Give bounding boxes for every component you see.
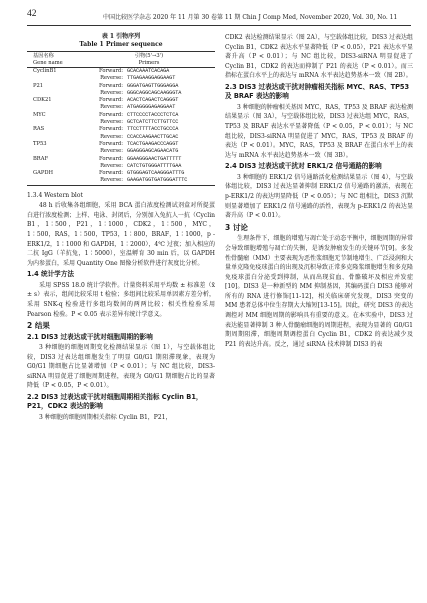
- section-2-4: 2.4 DIS3 过表达或干扰对 ERK1/2 信号通路的影响: [225, 162, 382, 171]
- primer-direction-cell: Reverse:: [83, 177, 127, 185]
- table-row: [27, 156, 215, 163]
- section-2-3: 2.3 DIS3 过表达或干扰对肿瘤相关指标 MYC、RAS、TP53 及 BRAF 表达的影响: [225, 82, 410, 101]
- primer-sequence-cell: GTGGGAGTCAAGGGATTTG: [127, 170, 185, 177]
- table-row: [27, 170, 215, 177]
- primer-sequence-cell: TTGAGAAGGAGGAAGT: [127, 75, 176, 82]
- primer-sequence-cell: ATGAGGGGAGAGGAAT: [127, 104, 176, 111]
- gene-name-cell: BRAF: [33, 155, 49, 162]
- table-row: [27, 90, 215, 97]
- primer-direction-cell: Reverse:: [100, 75, 123, 82]
- gene-name-cell: GAPDH: [33, 170, 54, 177]
- page-number: 42: [27, 9, 37, 19]
- primer-table: [27, 51, 215, 186]
- primer-sequence-cell: GGGCAGGCAGCAAGGGTA: [127, 89, 182, 96]
- primer-direction-cell: Reverse:: [100, 162, 123, 169]
- table-caption-en: Table 1 Primer sequence: [79, 41, 163, 48]
- section-2-1: 2.1 DIS3 过表达或干扰对细胞周期的影响: [27, 332, 153, 341]
- gene-name-cell: P21: [33, 82, 44, 89]
- paragraph-2-2: 3 种细胞的细胞周期相关指标 Cyclin B1，P21，: [39, 413, 172, 421]
- journal-citation: 中国比较医学杂志 2020 年 11 月第 30 卷第 11 期 Chin J Comp Med, November 2020, Vol. 30, No. 11: [103, 14, 398, 21]
- primer-direction-cell: Forward:: [99, 140, 123, 147]
- primer-direction-cell: Forward:: [99, 68, 123, 74]
- primer-direction-cell: Reverse:: [100, 119, 123, 126]
- left-column: [27, 33, 215, 422]
- primer-direction-cell: Forward:: [99, 97, 123, 104]
- paragraph-2-4: 3 种细胞的 ERK1/2 信号通路活化检测结果显示（图 4），与空载体组比较，DIS3 过表达显著抑制 ERK1/2 信号通路的激活，表现在 p-ERK1/2 的表达明显降低（P < 0.05）；与 NC 组相比，DIS3 沉默则显著增加了 ERK1/2 信号通路的活性，表现为 p-ERK1/2 的表达显著升高（P < 0.01）。: [225, 173, 413, 220]
- paragraph-western-blot: 48 h 后收集各组细胞，采用 BCA 蛋白浓度检测试剂盒对所提蛋白进行浓度检测；上样、电泳、封闭后，分别加入兔抗人一抗（Cyclin B1，1∶500，P21，1∶1000，CDK2，1∶500，MYC，1∶500，RAS，1∶500，TP53，1∶800，BRAF，1∶1000，p - ERK1/2，1∶1000 和 GAPDH，1∶2000），4℃ 过夜；加入相应的二抗 IgG（羊抗兔，1∶5000），室温孵育 30 min 后，以 GAPDH 为内参蛋白，采用 Quantity One 图像分析软件进行灰度比分析。: [27, 202, 215, 267]
- gene-name-cell: [27, 75, 83, 82]
- table-row: [27, 83, 215, 90]
- primer-sequence-cell: CTTCCCCTACCCTCTCA: [127, 111, 179, 118]
- gene-name-cell: CyclinB1: [33, 68, 57, 74]
- section-statistics: 1.4 统计学方法: [27, 270, 74, 279]
- table-row: [27, 141, 215, 148]
- table-row: [27, 163, 215, 170]
- table-row: [27, 112, 215, 119]
- table-row: [27, 148, 215, 155]
- gene-name-cell: [27, 104, 83, 111]
- col-gene-header: 基因名称 Gene name: [27, 52, 83, 68]
- primer-sequence-cell: TCACTGAAGACCCAGGT: [127, 140, 179, 147]
- primer-direction-cell: Forward:: [99, 111, 123, 118]
- header-rule: [27, 25, 411, 26]
- primer-direction-cell: Forward:: [99, 170, 123, 177]
- primer-sequence-cell: ACACTCAGACTCAGGGT: [127, 97, 179, 104]
- paragraph-statistics: 采用 SPSS 18.0 统计学软件。计量资料采用平均数 ± 标准差（x̄ ± s）表示，组间比较采用 t 检验；多组间比较采用单因素方差分析，采用 SNK-q 检验进行多组均数间的两两比较；相关性检验采用 Pearson 检验。P < 0.05 表示差异有统计学意义。: [27, 281, 215, 318]
- gene-name-cell: [27, 134, 83, 141]
- table-row: [27, 177, 215, 185]
- gene-name-cell: [27, 90, 83, 97]
- primer-sequence-cell: CATCTGTGGGATTTTGAA: [127, 162, 182, 169]
- gene-name-cell: [27, 119, 83, 126]
- gene-name-cell: [27, 163, 83, 170]
- table-row: [27, 75, 215, 82]
- table-row: [27, 97, 215, 104]
- section-results: 2 结果: [27, 321, 50, 331]
- paragraph-2-2-cont: CDK2 表达检测结果显示（图 2A），与空载体组比较，DIS3 过表达组 Cyclin B1，CDK2 表达水平显著降低（P < 0.05），P21 表达水平显著升高（P < 0.01）；与 NC 组比较，DIS3-siRNA 明显促进了 Cyclin B1，CDK2 的表达而抑制了 P21 的表达（P < 0.01）。而三指标在蛋白水平上的表达与 mRNA 水平表达趋势基本一致（图 2B）。: [225, 34, 413, 80]
- section-discussion: 3 讨论: [225, 222, 248, 232]
- primer-sequence-cell: TTCCTTTTACCTGCCCA: [127, 126, 179, 133]
- gene-name-cell: [27, 177, 83, 185]
- table-row: [27, 126, 215, 133]
- paragraph-discussion: 生理条件下，细胞的增殖与凋亡处于动态平衡中，细胞周期的异常会导致细胞增殖与凋亡的失衡，是诱发肿瘤发生的关键环节[9]。多发性骨髓瘤（MM）主要表现为恶性浆细胞无节制地增生、广泛浸润和大量单克隆免疫球蛋白的出现及沉积导致正常多克隆浆细胞增生和多克隆免疫球蛋白分泌受到抑制，从而出现贫血、骨骼破坏及相应并发症[10]。DIS3 是一种新型的 MM 抑制基因，其编码蛋白 DIS3 能够对所有的 RNA 进行修饰[11-12]，相关临床研究发现，DIS3 突变的 MM 患者总体中位生存期大大缩短[13-15]。因此，研究 DIS3 的表达调控对 MM 细胞周期的影响具有重要的意义。在本实验中，DIS3 过表达能显著抑制 3 种人骨髓瘤细胞的周期进程，表现为显著的 G0/G1 期周期阻滞，细胞周期调控蛋白 Cyclin B1，CDK2 的表达减少及 P21 的表达升高。反之，通过 siRNA 技术抑制 DIS3 的表: [225, 235, 413, 348]
- running-header: [27, 9, 411, 23]
- primer-direction-cell: Forward:: [99, 155, 123, 162]
- primer-sequence-cell: GGGATGAGTTGGGAGGA: [127, 82, 179, 89]
- gene-name-cell: TP53: [33, 140, 47, 147]
- gene-name-cell: RAS: [33, 126, 45, 133]
- table-row: [27, 104, 215, 111]
- primer-direction-cell: Forward:: [99, 126, 123, 133]
- primer-direction-cell: Reverse:: [100, 148, 123, 155]
- paragraph-2-3: 3 种细胞的肿瘤相关基因 MYC，RAS，TP53 及 BRAF 表达检测结果显示（图 3A），与空载体组比较，DIS3 过表达组 MYC，RAS，TP53 及 BRAF 表达水平显著降低（P < 0.05，P < 0.01）；与 NC 组比较，DIS3-siRNA 明显促进了 MYC，RAS，TP53 及 BRAF 的表达（P < 0.01）。MYC，RAS，TP53 及 BRAF 在蛋白水平上的表达与 mRNA 水平表达趋势基本一致（图 3B）。: [225, 103, 414, 159]
- right-column: [225, 33, 413, 349]
- primer-sequence-cell: GCACAAATCACAGA: [127, 68, 170, 74]
- table-row: [27, 68, 215, 76]
- primer-direction-cell: Reverse:: [100, 133, 123, 140]
- table-row: [27, 119, 215, 126]
- primer-sequence-cell: GAAGATGGTGATGGGATTTC: [127, 177, 215, 185]
- col-primer-header: 引物(5'→3') Primers: [83, 52, 215, 68]
- table-row: [27, 134, 215, 141]
- primer-table-body: [27, 68, 215, 186]
- section-western-blot: 1.3.4 Western blot: [27, 191, 83, 199]
- section-2-2: 2.2 DIS3 过表达或干扰对细胞周期相关指标 Cyclin B1，P21，CDK2 表达的影响: [27, 393, 203, 411]
- gene-name-cell: [27, 148, 83, 155]
- primer-sequence-cell: GGAGGGAGCAGAACATG: [127, 148, 179, 155]
- paragraph-2-1: 3 种细胞的细胞周期变化检测结果显示（图 1），与空载体组比较，DIS3 过表达组细胞发生了明显 G0/G1 期阻滞现象，表现为 G0/G1 期细胞占比显著增加（P < 0.01）；与 NC 组比较，DIS3-siRNA 明显促进了细胞周期进程，表现为 G0/G1 期细胞占比的显著降低（P < 0.05，P < 0.01）。: [27, 344, 215, 390]
- primer-direction-cell: Reverse:: [100, 104, 123, 111]
- gene-name-cell: MYC: [33, 111, 46, 118]
- gene-name-cell: CDK21: [33, 97, 52, 104]
- primer-sequence-cell: GCTCATCTTCTTGTTCC: [127, 119, 179, 126]
- primer-sequence-cell: CCACCAAGAACTTGCAC: [127, 133, 179, 140]
- primer-direction-cell: Reverse:: [100, 89, 123, 96]
- primer-sequence-cell: GGAAGGGAACTGATTTTT: [127, 155, 182, 162]
- primer-direction-cell: Forward:: [99, 82, 123, 89]
- table-caption-cn: 表 1 引物序列: [101, 33, 141, 40]
